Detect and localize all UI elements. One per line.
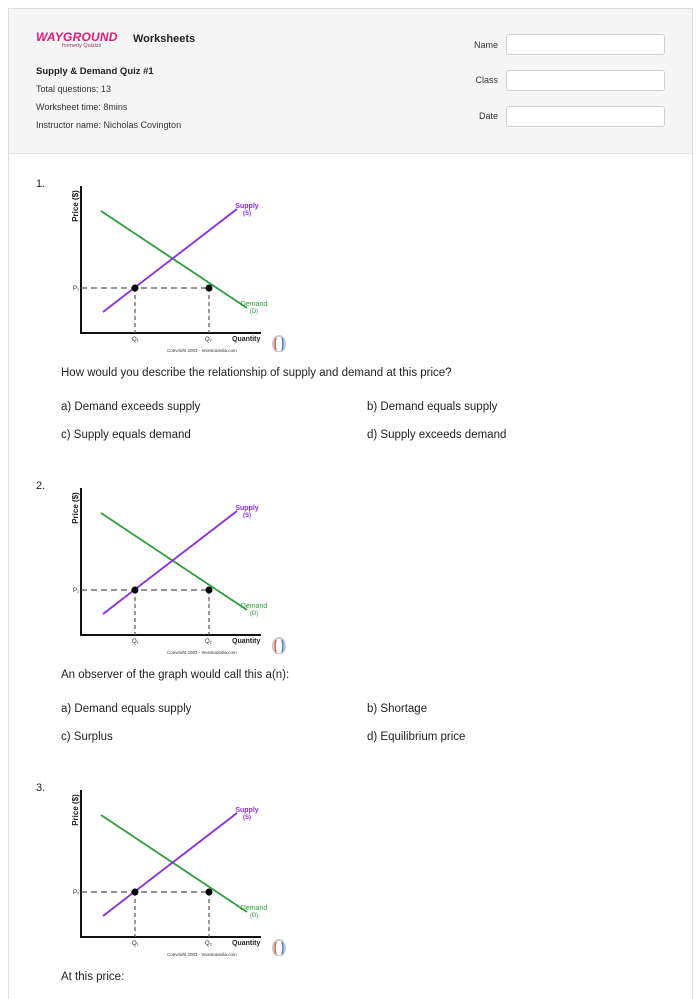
class-label: Class [475,75,498,85]
q2-point [206,285,213,292]
supply-curve [103,813,237,916]
investopedia-logo-icon [275,338,276,350]
class-field[interactable] [506,70,665,91]
copyright-text: Copyright 2003 - Investopedia.com [167,952,237,956]
q2-point [206,889,213,896]
date-label: Date [478,111,498,121]
investopedia-logo-icon [282,942,283,954]
demand-abbr: (D) [249,913,259,919]
q1-label: Q₁ [132,639,139,645]
supply-curve [103,209,237,312]
logo-text: WAYGROUND [36,30,118,44]
worksheet-time: Worksheet time: 8mins [36,102,128,112]
option-a[interactable]: a) Demand equals supply [61,703,192,715]
total-questions: Total questions: 13 [36,84,112,94]
investopedia-logo-icon [275,942,276,954]
demand-curve [101,513,247,610]
q2-label: Q₂ [205,941,212,947]
y-axis-label: Price ($) [71,190,80,222]
copyright-text: Copyright 2003 - Investopedia.com [167,650,237,654]
quantity-label: Quantity [232,336,261,343]
question-text: At this price: [61,971,125,983]
date-field[interactable] [506,106,665,127]
wayground-logo [36,28,118,49]
worksheet-page [8,8,693,999]
demand-label: Demand [240,301,268,308]
supply-abbr: (S) [243,815,251,821]
y-axis-label: Price ($) [71,492,80,524]
demand-label: Demand [240,905,268,912]
supply-demand-graph [61,780,291,956]
option-b[interactable]: b) Demand equals supply [367,401,498,413]
logo-subtext: formerly Quizizz [62,43,102,49]
worksheets-label: Worksheets [133,33,196,45]
supply-label: Supply [235,505,259,512]
supply-abbr: (S) [243,211,251,217]
investopedia-logo-icon [275,640,276,652]
question-text: How would you describe the relationship of supply and demand at this price? [61,367,452,379]
q1-point [132,285,139,292]
demand-label: Demand [240,603,268,610]
option-c[interactable]: c) Surplus [61,731,113,743]
investopedia-logo-icon [282,640,283,652]
instructor-name: Instructor name: Nicholas Covington [36,120,182,130]
p1-label: P₁ [73,890,80,896]
demand-abbr: (D) [249,611,259,617]
option-b[interactable]: b) Shortage [367,703,428,715]
demand-curve [101,815,247,912]
question-number: 3. [36,782,46,794]
investopedia-logo-icon [282,338,283,350]
p1-label: P₁ [73,588,80,594]
name-label: Name [473,40,498,50]
q1-point [132,889,139,896]
q2-label: Q₂ [205,337,212,343]
question-text: An observer of the graph would call this a(n): [61,669,290,681]
question-number: 2. [36,480,46,492]
option-a[interactable]: a) Demand exceeds supply [61,401,201,413]
option-d[interactable]: d) Equilibrium price [367,731,466,743]
supply-abbr: (S) [243,513,251,519]
p1-label: P₁ [73,286,80,292]
copyright-text: Copyright 2003 - Investopedia.com [167,348,237,352]
demand-abbr: (D) [249,309,259,315]
y-axis-label: Price ($) [71,794,80,826]
quantity-label: Quantity [232,638,261,645]
supply-label: Supply [235,203,259,210]
supply-demand-graph [61,478,291,654]
supply-label: Supply [235,807,259,814]
q2-label: Q₂ [205,639,212,645]
q1-label: Q₁ [132,941,139,947]
question-number: 1. [36,178,46,190]
option-c[interactable]: c) Supply equals demand [61,429,191,441]
demand-curve [101,211,247,308]
quiz-title: Supply & Demand Quiz #1 [36,66,154,77]
name-field[interactable] [506,34,665,55]
supply-curve [103,511,237,614]
option-d[interactable]: d) Supply exceeds demand [367,429,507,441]
quantity-label: Quantity [232,940,261,947]
q1-point [132,587,139,594]
q2-point [206,587,213,594]
q1-label: Q₁ [132,337,139,343]
worksheet-header [9,9,692,154]
supply-demand-graph [61,176,291,352]
